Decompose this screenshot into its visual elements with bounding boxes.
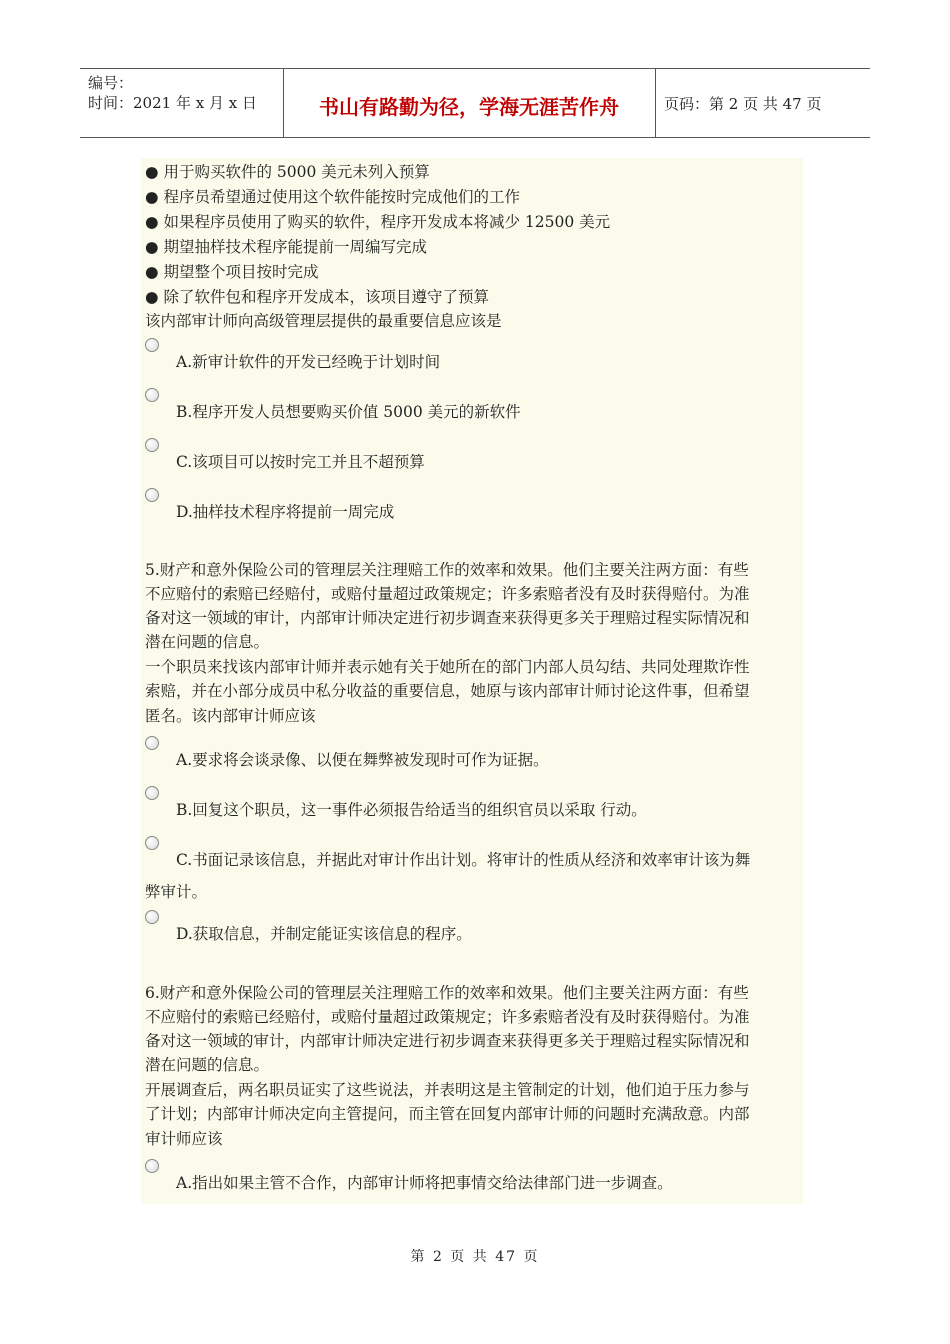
code-label: 编号： [88, 74, 134, 92]
question-content [141, 158, 803, 1204]
header-motto: 书山有路勤为径，学海无涯苦作舟 [319, 95, 619, 119]
question-stem-line: 不应赔付的索赔已经赔付，或赔付量超过政策规定；许多索赔者没有及时获得赔付。为准 [145, 585, 750, 603]
question-stem-line: 索赔，并在小部分成员中私分收益的重要信息，她原与该内部审计师讨论这件事，但希望 [145, 682, 750, 700]
question-stem-line: 一个职员来找该内部审计师并表示她有关于她所在的部门内部人员勾结、共同处理欺诈性 [145, 658, 750, 676]
question-stem-line: 潜在问题的信息。 [145, 633, 270, 651]
radio-option-d[interactable] [145, 488, 159, 502]
bullet-item: ● 程序员希望通过使用这个软件能按时完成他们的工作 [145, 188, 520, 206]
radio-option-c[interactable] [145, 836, 159, 850]
bullet-item: ● 除了软件包和程序开发成本，该项目遵守了预算 [145, 288, 489, 306]
option-label: B.回复这个职员，这一事件必须报告给适当的组织官员以采取 行动。 [176, 801, 647, 819]
question-text: 该内部审计师向高级管理层提供的最重要信息应该是 [145, 312, 502, 330]
page-header [80, 68, 870, 138]
radio-option-b[interactable] [145, 388, 159, 402]
option-label: A.指出如果主管不合作，内部审计师将把事情交给法律部门进一步调查。 [176, 1174, 673, 1192]
radio-option-d[interactable] [145, 910, 159, 924]
page-number-label: 页码：第 2 页 共 47 页 [664, 95, 822, 113]
question-stem-line: 开展调查后，两名职员证实了这些说法，并表明这是主管制定的计划，他们迫于压力参与 [145, 1081, 750, 1099]
question-stem-line: 不应赔付的索赔已经赔付，或赔付量超过政策规定；许多索赔者没有及时获得赔付。为准 [145, 1008, 750, 1026]
bullet-item: ● 期望整个项目按时完成 [145, 263, 319, 281]
radio-option-a[interactable] [145, 1159, 159, 1173]
question-stem-line: 潜在问题的信息。 [145, 1056, 270, 1074]
option-label: C.书面记录该信息，并据此对审计作出计划。将审计的性质从经济和效率审计该为舞 [176, 851, 751, 869]
header-divider [655, 69, 656, 137]
radio-option-b[interactable] [145, 786, 159, 800]
radio-option-a[interactable] [145, 338, 159, 352]
question-stem-line: 匿名。该内部审计师应该 [145, 707, 316, 725]
date-label: 时间：2021 年 x 月 x 日 [88, 94, 257, 112]
bullet-item: ● 如果程序员使用了购买的软件，程序开发成本将减少 12500 美元 [145, 213, 611, 231]
option-label-continued: 弊审计。 [145, 883, 208, 901]
question-stem-line: 6.财产和意外保险公司的管理层关注理赔工作的效率和效果。他们主要关注两方面：有些 [145, 984, 749, 1002]
option-label: A.要求将会谈录像、以便在舞弊被发现时可作为证据。 [176, 751, 549, 769]
header-meta [88, 73, 257, 113]
option-label: B.程序开发人员想要购买价值 5000 美元的新软件 [176, 403, 521, 421]
question-stem-line: 备对这一领域的审计，内部审计师决定进行初步调查来获得更多关于理赔过程实际情况和 [145, 1032, 750, 1050]
question-stem-line: 备对这一领域的审计，内部审计师决定进行初步调查来获得更多关于理赔过程实际情况和 [145, 609, 750, 627]
bullet-item: ● 用于购买软件的 5000 美元未列入预算 [145, 163, 430, 181]
bullet-item: ● 期望抽样技术程序能提前一周编写完成 [145, 238, 427, 256]
option-label: D.获取信息，并制定能证实该信息的程序。 [176, 925, 472, 943]
option-label: A.新审计软件的开发已经晚于计划时间 [176, 353, 441, 371]
option-label: D.抽样技术程序将提前一周完成 [176, 503, 395, 521]
page-footer: 第 2 页 共 47 页 [410, 1249, 540, 1265]
question-stem-line: 审计师应该 [145, 1130, 223, 1148]
question-stem-line: 了计划；内部审计师决定向主管提问，而主管在回复内部审计师的问题时充满敌意。内部 [145, 1105, 750, 1123]
question-stem-line: 5.财产和意外保险公司的管理层关注理赔工作的效率和效果。他们主要关注两方面：有些 [145, 561, 749, 579]
radio-option-c[interactable] [145, 438, 159, 452]
radio-option-a[interactable] [145, 736, 159, 750]
option-label: C.该项目可以按时完工并且不超预算 [176, 453, 425, 471]
